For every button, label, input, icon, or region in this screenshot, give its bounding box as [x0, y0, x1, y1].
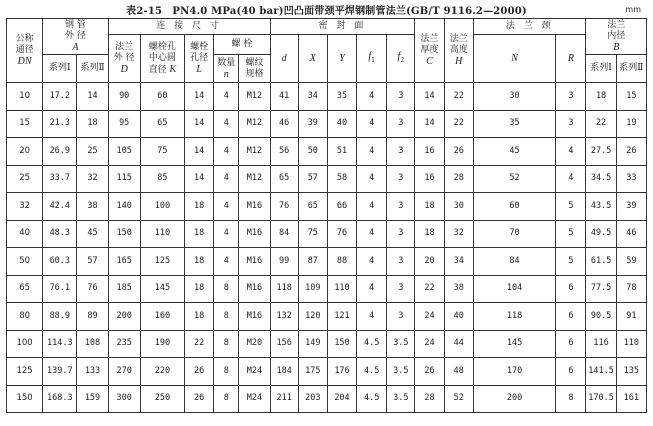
- header-bolt-count: 数量 n: [214, 55, 239, 83]
- header-thickness: 法兰 厚度 C: [415, 19, 444, 83]
- cell-k: 60: [140, 83, 184, 111]
- cell-n: 4: [214, 165, 239, 193]
- cell-y: 76: [327, 220, 356, 248]
- cell-k: 220: [140, 358, 184, 386]
- cell-f1: 4: [357, 220, 387, 248]
- cell-a1: 17.2: [43, 83, 77, 111]
- header-f1: $f_1$: [357, 35, 387, 83]
- cell-r: 6: [556, 275, 586, 303]
- cell-n: 35: [473, 110, 555, 138]
- table-row: [7, 248, 647, 276]
- cell-l: 18: [185, 248, 214, 276]
- cell-c: 24: [415, 303, 444, 331]
- table-body: [7, 83, 647, 413]
- header-bolt: 螺 栓: [214, 35, 270, 55]
- cell-n: 45: [473, 138, 555, 166]
- cell-spec: M20: [239, 330, 270, 358]
- cell-f2: 3.5: [387, 330, 415, 358]
- cell-x: 57: [298, 165, 327, 193]
- cell-n: 30: [473, 83, 555, 111]
- header-y: Y: [327, 35, 356, 83]
- cell-d: 115: [108, 165, 140, 193]
- cell-f2: 3: [387, 275, 415, 303]
- cell-d: 84: [270, 220, 298, 248]
- cell-b2: 110: [616, 330, 646, 358]
- cell-spec: M24: [239, 385, 270, 413]
- cell-b2: 46: [616, 220, 646, 248]
- cell-k: 160: [140, 303, 184, 331]
- cell-l: 14: [185, 83, 214, 111]
- cell-a1: 76.1: [43, 275, 77, 303]
- cell-d: 184: [270, 358, 298, 386]
- header-r: R: [556, 35, 586, 83]
- cell-b1: 34.5: [586, 165, 616, 193]
- cell-n: 104: [473, 275, 555, 303]
- cell-a1: 168.3: [43, 385, 77, 413]
- cell-h: 34: [444, 248, 473, 276]
- cell-x: 50: [298, 138, 327, 166]
- header-d: d: [270, 35, 298, 83]
- cell-h: 52: [444, 385, 473, 413]
- cell-d: 132: [270, 303, 298, 331]
- cell-h: 40: [444, 303, 473, 331]
- cell-x: 149: [298, 330, 327, 358]
- cell-a2: 25: [77, 138, 108, 166]
- cell-y: 66: [327, 193, 356, 221]
- cell-a1: 60.3: [43, 248, 77, 276]
- header-series2-a: 系列Ⅱ: [77, 55, 108, 83]
- cell-r: 4: [556, 138, 586, 166]
- cell-n: 8: [214, 303, 239, 331]
- cell-b2: 19: [616, 110, 646, 138]
- cell-b1: 43.5: [586, 193, 616, 221]
- cell-c: 16: [415, 165, 444, 193]
- cell-r: 4: [556, 165, 586, 193]
- cell-a2: 32: [77, 165, 108, 193]
- cell-d: 46: [270, 110, 298, 138]
- cell-b2: 78: [616, 275, 646, 303]
- cell-b1: 77.5: [586, 275, 616, 303]
- header-x: X: [298, 35, 327, 83]
- cell-b2: 161: [616, 385, 646, 413]
- cell-a1: 48.3: [43, 220, 77, 248]
- cell-h: 22: [444, 83, 473, 111]
- cell-b2: 15: [616, 83, 646, 111]
- cell-n: 4: [214, 248, 239, 276]
- cell-d: 140: [108, 193, 140, 221]
- cell-c: 20: [415, 248, 444, 276]
- header-seal: 密 封 面: [270, 19, 415, 35]
- header-bolt-spec: 螺纹 规格: [239, 55, 270, 83]
- cell-l: 18: [185, 193, 214, 221]
- cell-b1: 116: [586, 330, 616, 358]
- cell-y: 40: [327, 110, 356, 138]
- header-series1-b: 系列Ⅰ: [586, 55, 616, 83]
- cell-x: 87: [298, 248, 327, 276]
- cell-y: 51: [327, 138, 356, 166]
- cell-n: 8: [214, 330, 239, 358]
- cell-b2: 59: [616, 248, 646, 276]
- cell-a1: 33.7: [43, 165, 77, 193]
- cell-n: 145: [473, 330, 555, 358]
- cell-r: 5: [556, 220, 586, 248]
- cell-n: 4: [214, 83, 239, 111]
- cell-n: 8: [214, 275, 239, 303]
- cell-r: 3: [556, 83, 586, 111]
- cell-f2: 3: [387, 248, 415, 276]
- cell-y: 150: [327, 330, 356, 358]
- cell-b1: 90.5: [586, 303, 616, 331]
- cell-r: 5: [556, 248, 586, 276]
- cell-f1: 4: [357, 165, 387, 193]
- cell-b1: 18: [586, 83, 616, 111]
- header-height: 法兰 高度 H: [444, 19, 473, 83]
- header-bore: 法兰 内径 B: [586, 19, 647, 55]
- cell-spec: M12: [239, 165, 270, 193]
- cell-d: 235: [108, 330, 140, 358]
- cell-n: 4: [214, 220, 239, 248]
- table-row: [7, 220, 647, 248]
- cell-n: 4: [214, 110, 239, 138]
- header-bolt-circle: 螺栓孔 中心圆 直径 K: [140, 35, 184, 83]
- cell-b2: 135: [616, 358, 646, 386]
- cell-k: 250: [140, 385, 184, 413]
- cell-r: 6: [556, 330, 586, 358]
- table-row: [7, 275, 647, 303]
- cell-b1: 61.5: [586, 248, 616, 276]
- cell-l: 14: [185, 138, 214, 166]
- table-row: [7, 330, 647, 358]
- table-header: [7, 19, 647, 83]
- cell-a2: 57: [77, 248, 108, 276]
- title-row: [0, 0, 653, 18]
- table-row: [7, 138, 647, 166]
- cell-dn: 50: [7, 248, 43, 276]
- cell-l: 26: [185, 385, 214, 413]
- cell-f1: 4: [357, 83, 387, 111]
- cell-a1: 88.9: [43, 303, 77, 331]
- cell-x: 75: [298, 220, 327, 248]
- cell-a1: 26.9: [43, 138, 77, 166]
- cell-x: 39: [298, 110, 327, 138]
- cell-a2: 159: [77, 385, 108, 413]
- cell-spec: M24: [239, 358, 270, 386]
- cell-a2: 38: [77, 193, 108, 221]
- header-dn: 公称 通径 DN: [7, 19, 43, 83]
- cell-x: 65: [298, 193, 327, 221]
- cell-b1: 27.5: [586, 138, 616, 166]
- cell-x: 34: [298, 83, 327, 111]
- cell-c: 16: [415, 138, 444, 166]
- table-row: [7, 385, 647, 413]
- cell-f2: 3: [387, 110, 415, 138]
- cell-spec: M16: [239, 303, 270, 331]
- cell-l: 14: [185, 165, 214, 193]
- cell-l: 18: [185, 303, 214, 331]
- cell-b1: 22: [586, 110, 616, 138]
- cell-l: 14: [185, 110, 214, 138]
- cell-f1: 4: [357, 248, 387, 276]
- cell-f2: 3: [387, 165, 415, 193]
- cell-r: 5: [556, 193, 586, 221]
- cell-f2: 3: [387, 303, 415, 331]
- cell-spec: M12: [239, 138, 270, 166]
- cell-c: 14: [415, 110, 444, 138]
- cell-r: 3: [556, 110, 586, 138]
- cell-c: 22: [415, 275, 444, 303]
- table-title: 表2-15 PN4.0 MPa(40 bar)凹凸面带颈平焊钢制管法兰(GB/T 9116.2—2000): [126, 6, 527, 17]
- table-row: [7, 110, 647, 138]
- cell-d: 41: [270, 83, 298, 111]
- cell-d: 300: [108, 385, 140, 413]
- table-row: [7, 193, 647, 221]
- cell-l: 22: [185, 330, 214, 358]
- cell-x: 175: [298, 358, 327, 386]
- cell-spec: M12: [239, 83, 270, 111]
- cell-d: 270: [108, 358, 140, 386]
- cell-a2: 108: [77, 330, 108, 358]
- cell-b1: 49.5: [586, 220, 616, 248]
- cell-a2: 89: [77, 303, 108, 331]
- cell-n: 4: [214, 138, 239, 166]
- cell-k: 145: [140, 275, 184, 303]
- header-flange-od: 法兰 外 径 D: [108, 35, 140, 83]
- cell-b2: 26: [616, 138, 646, 166]
- cell-a1: 42.4: [43, 193, 77, 221]
- table-row: [7, 358, 647, 386]
- cell-a1: 21.3: [43, 110, 77, 138]
- cell-y: 58: [327, 165, 356, 193]
- cell-l: 18: [185, 220, 214, 248]
- cell-f1: 4.5: [357, 385, 387, 413]
- cell-h: 22: [444, 110, 473, 138]
- cell-d: 150: [108, 220, 140, 248]
- cell-a2: 76: [77, 275, 108, 303]
- cell-c: 18: [415, 193, 444, 221]
- cell-a2: 133: [77, 358, 108, 386]
- cell-f1: 4: [357, 110, 387, 138]
- cell-k: 190: [140, 330, 184, 358]
- cell-dn: 32: [7, 193, 43, 221]
- cell-n: 4: [214, 193, 239, 221]
- cell-h: 32: [444, 220, 473, 248]
- cell-spec: M12: [239, 110, 270, 138]
- cell-spec: M16: [239, 220, 270, 248]
- cell-y: 176: [327, 358, 356, 386]
- cell-n: 60: [473, 193, 555, 221]
- header-neck: 法 兰 颈: [473, 19, 586, 35]
- cell-dn: 20: [7, 138, 43, 166]
- cell-f2: 3.5: [387, 385, 415, 413]
- cell-n: 170: [473, 358, 555, 386]
- header-pipe-od: 钢 管 外 径 A: [43, 19, 108, 55]
- cell-h: 44: [444, 330, 473, 358]
- cell-c: 14: [415, 83, 444, 111]
- cell-b2: 39: [616, 193, 646, 221]
- cell-b1: 170.5: [586, 385, 616, 413]
- header-bolt-hole: 螺栓 孔径 L: [185, 35, 214, 83]
- cell-dn: 80: [7, 303, 43, 331]
- cell-a2: 45: [77, 220, 108, 248]
- cell-d: 185: [108, 275, 140, 303]
- header-connection: 连 接 尺 寸: [108, 19, 270, 35]
- cell-y: 110: [327, 275, 356, 303]
- cell-h: 48: [444, 358, 473, 386]
- cell-y: 35: [327, 83, 356, 111]
- cell-n: 84: [473, 248, 555, 276]
- cell-r: 8: [556, 385, 586, 413]
- cell-dn: 65: [7, 275, 43, 303]
- cell-h: 28: [444, 165, 473, 193]
- cell-f2: 3: [387, 83, 415, 111]
- cell-d: 105: [108, 138, 140, 166]
- cell-f1: 4: [357, 303, 387, 331]
- table-row: [7, 83, 647, 111]
- cell-dn: 15: [7, 110, 43, 138]
- cell-dn: 10: [7, 83, 43, 111]
- cell-d: 56: [270, 138, 298, 166]
- cell-f2: 3: [387, 220, 415, 248]
- cell-y: 121: [327, 303, 356, 331]
- header-series1-a: 系列Ⅰ: [43, 55, 77, 83]
- cell-d: 211: [270, 385, 298, 413]
- cell-h: 26: [444, 138, 473, 166]
- cell-d: 156: [270, 330, 298, 358]
- cell-k: 100: [140, 193, 184, 221]
- cell-c: 18: [415, 220, 444, 248]
- cell-dn: 125: [7, 358, 43, 386]
- header-f2: $f_2$: [387, 35, 415, 83]
- cell-spec: M16: [239, 275, 270, 303]
- cell-a1: 114.3: [43, 330, 77, 358]
- cell-dn: 100: [7, 330, 43, 358]
- cell-k: 85: [140, 165, 184, 193]
- cell-dn: 25: [7, 165, 43, 193]
- cell-c: 24: [415, 330, 444, 358]
- cell-b2: 33: [616, 165, 646, 193]
- cell-h: 30: [444, 193, 473, 221]
- cell-a2: 14: [77, 83, 108, 111]
- cell-d: 118: [270, 275, 298, 303]
- cell-f2: 3: [387, 138, 415, 166]
- cell-f1: 4.5: [357, 358, 387, 386]
- cell-a1: 139.7: [43, 358, 77, 386]
- cell-n: 118: [473, 303, 555, 331]
- cell-l: 26: [185, 358, 214, 386]
- cell-c: 28: [415, 385, 444, 413]
- cell-d: 200: [108, 303, 140, 331]
- cell-f1: 4: [357, 275, 387, 303]
- cell-x: 109: [298, 275, 327, 303]
- header-n-neck: N: [473, 35, 555, 83]
- cell-k: 75: [140, 138, 184, 166]
- cell-l: 18: [185, 275, 214, 303]
- cell-a2: 18: [77, 110, 108, 138]
- cell-k: 125: [140, 248, 184, 276]
- cell-n: 52: [473, 165, 555, 193]
- cell-n: 70: [473, 220, 555, 248]
- cell-y: 204: [327, 385, 356, 413]
- cell-f2: 3.5: [387, 358, 415, 386]
- cell-b1: 141.5: [586, 358, 616, 386]
- cell-dn: 40: [7, 220, 43, 248]
- cell-x: 120: [298, 303, 327, 331]
- cell-k: 65: [140, 110, 184, 138]
- cell-n: 200: [473, 385, 555, 413]
- cell-d: 99: [270, 248, 298, 276]
- cell-f2: 3: [387, 193, 415, 221]
- cell-r: 6: [556, 303, 586, 331]
- cell-h: 38: [444, 275, 473, 303]
- cell-dn: 150: [7, 385, 43, 413]
- cell-spec: M16: [239, 248, 270, 276]
- table-row: [7, 303, 647, 331]
- cell-f1: 4: [357, 138, 387, 166]
- cell-spec: M16: [239, 193, 270, 221]
- table-row: [7, 165, 647, 193]
- cell-r: 6: [556, 358, 586, 386]
- cell-f1: 4: [357, 193, 387, 221]
- header-series2-b: 系列Ⅱ: [616, 55, 646, 83]
- flange-table: [6, 18, 647, 413]
- cell-d: 76: [270, 193, 298, 221]
- cell-n: 8: [214, 385, 239, 413]
- cell-b2: 91: [616, 303, 646, 331]
- cell-k: 110: [140, 220, 184, 248]
- cell-d: 65: [270, 165, 298, 193]
- cell-x: 203: [298, 385, 327, 413]
- cell-c: 26: [415, 358, 444, 386]
- cell-d: 165: [108, 248, 140, 276]
- cell-f1: 4.5: [357, 330, 387, 358]
- cell-n: 8: [214, 358, 239, 386]
- cell-y: 88: [327, 248, 356, 276]
- cell-d: 90: [108, 83, 140, 111]
- cell-d: 95: [108, 110, 140, 138]
- unit-label: mm: [625, 5, 641, 14]
